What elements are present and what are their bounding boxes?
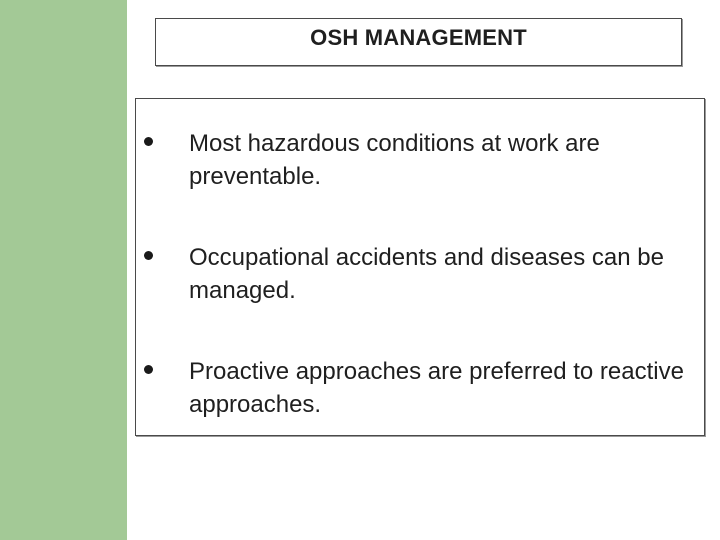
title-box	[155, 18, 682, 66]
bullet-icon	[144, 251, 153, 260]
bullet-text: Occupational accidents and diseases can be managed.	[189, 244, 664, 304]
slide-title: OSH MANAGEMENT	[310, 25, 527, 50]
bullet-icon	[144, 137, 153, 146]
bullet-text: Most hazardous conditions at work are preventable.	[189, 130, 600, 190]
sidebar-accent	[0, 0, 127, 540]
bullet-icon	[144, 365, 153, 374]
bullet-text: Proactive approaches are preferred to reactive approaches.	[189, 358, 684, 418]
bullet-list	[135, 98, 705, 436]
